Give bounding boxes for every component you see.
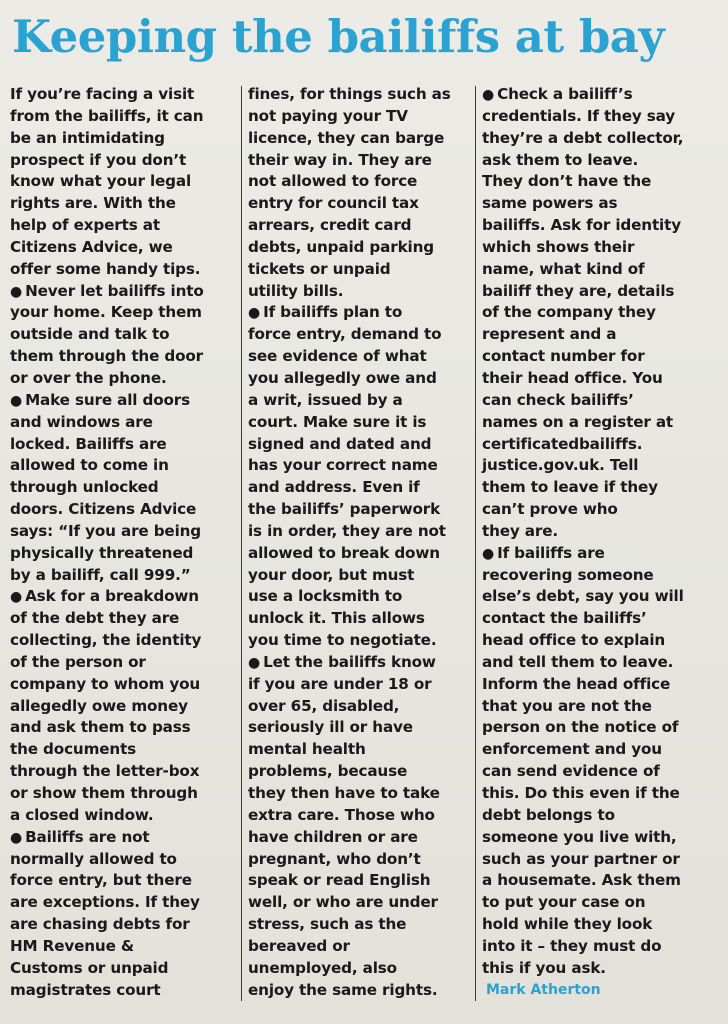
text-line: force entry, but there [10,871,192,890]
text-line: locked. Bailiffs are [10,434,167,453]
text-line: ask them to leave. [482,150,639,169]
text-line: unemployed, also [248,958,397,977]
column-divider-2 [475,86,476,1001]
text-line: seriously ill or have [248,718,413,737]
text-line: a closed window. [10,805,154,824]
text-line: They don’t have the [482,172,652,191]
text-line: debts, unpaid parking [248,237,434,256]
text-line: have children or are [248,827,418,846]
text-line: bailiffs. Ask for identity [482,216,681,235]
text-line: unlock it. This allows [248,609,425,628]
text-line: court. Make sure it is [248,412,427,431]
text-line: collecting, the identity [10,631,202,650]
text-line: use a locksmith to [248,587,403,606]
text-line: them through the door [10,347,204,366]
text-line: the documents [10,740,137,759]
text-line: them to leave if they [482,478,658,497]
text-line: you allegedly owe and [248,368,437,387]
text-line: of the person or [10,652,146,671]
text-line: entry for council tax [248,194,419,213]
text-line: someone you live with, [482,827,677,846]
text-line: prospect if you don’t [10,150,187,169]
text-line: same powers as [482,194,618,213]
text-line: Citizens Advice, we [10,237,173,256]
text-line: speak or read English [248,871,431,890]
text-line: a writ, issued by a [248,390,403,409]
text-line: hold while they look [482,915,653,934]
text-line: doors. Citizens Advice [10,500,197,519]
article-column-3 [482,84,718,1004]
text-line: see evidence of what [248,347,427,366]
text-line: they are. [482,521,559,540]
text-line: help of experts at [10,216,160,235]
text-line: physically threatened [10,543,194,562]
text-line: bailiff they are, details [482,281,675,300]
bullet-point-line: ● If bailiffs plan to [248,302,470,324]
text-line: recovering someone [482,565,654,584]
text-line: you time to negotiate. [248,631,437,650]
text-line: which shows their [482,237,635,256]
text-line: utility bills. [248,281,344,300]
article-body [10,84,722,1014]
bullet-point-line: ● If bailiffs are [482,543,718,565]
text-line: if you are under 18 or [248,674,432,693]
bullet-point-line: ● Ask for a breakdown [10,586,236,608]
bullet-point-line: ● Check a bailiff’s [482,84,718,106]
text-line: fines, for things such as [248,85,451,103]
text-line: tickets or unpaid [248,259,391,278]
text-line: your home. Keep them [10,303,202,322]
text-line: your door, but must [248,565,415,584]
text-line: not allowed to force [248,172,418,191]
bullet-point-line: ● Make sure all doors [10,390,236,412]
text-line: they’re a debt collector, [482,128,684,147]
text-line: has your correct name [248,456,438,475]
text-line: arrears, credit card [248,216,412,235]
text-line: magistrates court [10,980,161,999]
text-line: allegedly owe money [10,696,188,715]
text-line: this. Do this even if the [482,784,680,802]
text-line: and address. Even if [248,478,420,497]
text-line: they then have to take [248,784,440,802]
text-line: represent and a [482,325,617,344]
text-line: through unlocked [10,478,159,497]
text-line: and tell them to leave. [482,652,674,671]
text-line: enjoy the same rights. [248,980,438,999]
text-line: and ask them to pass [10,718,191,737]
text-line: contact number for [482,347,645,366]
text-line: Customs or unpaid [10,958,169,977]
text-line: their head office. You [482,368,663,387]
text-line: Inform the head office [482,674,671,693]
text-line: or show them through [10,784,198,802]
text-line: such as your partner or [482,849,680,868]
text-line: mental health [248,740,366,759]
text-line: certificatedbailiffs. [482,434,643,453]
bullet-point-line: ● Never let bailiffs into [10,281,236,303]
text-line: stress, such as the [248,915,407,934]
text-line: says: “If you are being [10,521,202,540]
text-line: problems, because [248,762,408,781]
text-line: head office to explain [482,631,666,650]
text-line: justice.gov.uk. Tell [482,456,639,475]
text-line: debt belongs to [482,805,615,824]
text-line: from the bailiffs, it can [10,106,204,125]
text-line: normally allowed to [10,849,177,868]
text-line: company to whom you [10,674,201,693]
text-line: names on a register at [482,412,674,431]
text-line: over 65, disabled, [248,696,400,715]
text-line: through the letter-box [10,762,200,781]
text-line: allowed to break down [248,543,440,562]
text-line: else’s debt, say you will [482,587,684,606]
text-line: enforcement and you [482,740,662,759]
text-line: or over the phone. [10,368,167,387]
text-line: pregnant, who don’t [248,849,421,868]
text-line: a housemate. Ask them [482,871,681,890]
text-line: can’t prove who [482,500,618,519]
text-line: not paying your TV [248,106,408,125]
text-line: to put your case on [482,893,646,912]
text-line: is in order, they are not [248,521,446,540]
text-line: HM Revenue & [10,936,134,955]
text-line: allowed to come in [10,456,169,475]
text-line: credentials. If they say [482,106,676,125]
text-line: extra care. Those who [248,805,435,824]
headline: Keeping the bailiffs at bay [12,10,665,63]
column-divider-1 [241,86,242,1001]
text-line: and windows are [10,412,153,431]
text-line: If you’re facing a visit [10,85,195,103]
text-line: can send evidence of [482,762,660,781]
text-line: well, or who are under [248,893,438,912]
bullet-point-line: ● Let the bailiffs know [248,652,470,674]
text-line: know what your legal [10,172,192,191]
article-column-2 [248,84,470,1004]
text-line: by a bailiff, call 999.” [10,565,191,584]
text-line: contact the bailiffs’ [482,609,647,628]
text-line: outside and talk to [10,325,170,344]
text-line: be an intimidating [10,128,165,147]
text-line: are chasing debts for [10,915,190,934]
text-line: rights are. With the [10,194,176,213]
text-line: force entry, demand to [248,325,442,344]
text-line: licence, they can barge [248,128,445,147]
text-line: their way in. They are [248,150,432,169]
column-3-text [482,84,718,980]
text-line: of the company they [482,303,656,322]
text-line: signed and dated and [248,434,432,453]
text-line: into it – they must do [482,936,662,955]
text-line: offer some handy tips. [10,259,201,278]
text-line: bereaved or [248,936,350,955]
text-line: that you are not the [482,696,652,715]
text-line: this if you ask. [482,958,606,977]
text-line: name, what kind of [482,259,645,278]
bullet-point-line: ● Bailiffs are not [10,827,236,849]
text-line: are exceptions. If they [10,893,200,912]
article-column-1 [10,84,236,1004]
author-byline: Mark Atherton [486,981,601,998]
text-line: can check bailiffs’ [482,390,634,409]
text-line: person on the notice of [482,718,679,737]
text-line: the bailiffs’ paperwork [248,500,441,519]
text-line: of the debt they are [10,609,180,628]
